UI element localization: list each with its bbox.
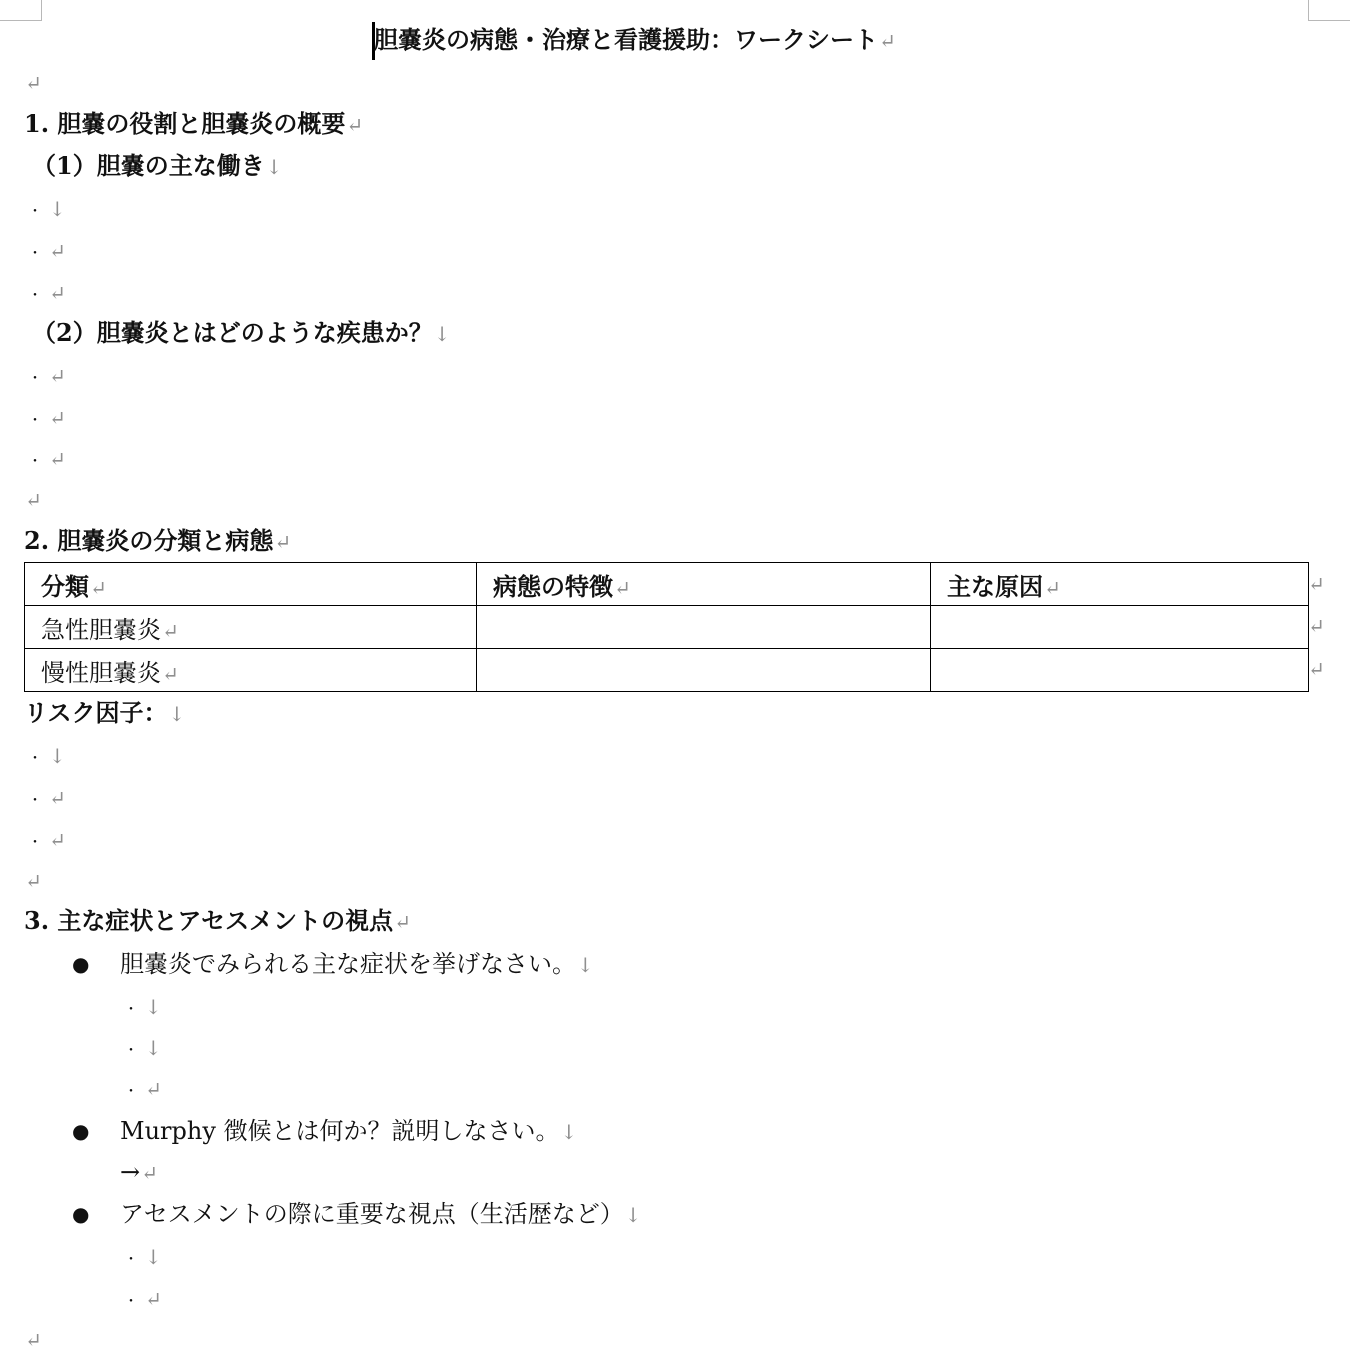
document-title-line[interactable] <box>374 19 896 61</box>
bullet-icon: ● <box>72 1119 90 1143</box>
answer-line[interactable]: ・ ↓ <box>28 744 66 768</box>
document-title: 胆嚢炎の病態・治療と看護援助：ワークシート <box>374 25 878 54</box>
row-end-mark: ↵ <box>1308 657 1325 681</box>
answer-line[interactable]: ・ ↵ <box>28 786 66 810</box>
answer-line[interactable]: ・ ↵ <box>28 406 66 430</box>
row-end-mark: ↵ <box>1308 572 1325 596</box>
row-end-mark: ↵ <box>1308 614 1325 638</box>
risk-factor-label[interactable]: リスク因子：↓ <box>24 698 186 727</box>
crop-mark-left <box>0 0 42 21</box>
answer-line[interactable]: ・ ↵ <box>28 364 66 388</box>
classification-table <box>24 562 1309 692</box>
answer-line[interactable]: ・ ↵ <box>28 828 66 852</box>
empty-paragraph[interactable]: ↵ <box>25 71 42 95</box>
section-1-sub-2[interactable]: （2）胆嚢炎とはどのような疾患か？↓ <box>32 318 451 347</box>
bullet-icon: ● <box>72 952 90 976</box>
bullet-icon: ● <box>72 1202 90 1226</box>
table-header-cell[interactable]: 主な原因↵ <box>931 563 1309 606</box>
table-header-cell[interactable]: 分類↵ <box>25 563 477 606</box>
table-cell[interactable] <box>477 649 931 692</box>
table-cell[interactable]: 慢性胆嚢炎↵ <box>25 649 477 692</box>
answer-line[interactable]: ・ ↵ <box>28 447 66 471</box>
answer-line[interactable]: ・ ↵ <box>28 239 66 263</box>
table-cell[interactable] <box>931 606 1309 649</box>
table-cell[interactable]: 急性胆嚢炎↵ <box>25 606 477 649</box>
table-header-cell[interactable]: 病態の特徴↵ <box>477 563 931 606</box>
table-cell[interactable] <box>931 649 1309 692</box>
arrow-icon: → <box>120 1158 141 1186</box>
question-2[interactable]: ● Murphy 徴候とは何か？説明しなさい。↓ <box>0 1110 1350 1152</box>
section-3-heading[interactable]: 3. 主な症状とアセスメントの視点↵ <box>24 906 411 935</box>
section-1-sub-1[interactable]: （1）胆嚢の主な働き↓ <box>32 151 283 180</box>
question-3[interactable]: ● アセスメントの際に重要な視点（生活歴など）↓ <box>0 1193 1350 1235</box>
answer-line[interactable]: ・ ↵ <box>28 281 66 305</box>
table-header-row <box>25 563 1309 606</box>
table-row <box>25 606 1309 649</box>
paragraph-mark: ↵ <box>879 29 896 53</box>
empty-paragraph[interactable]: ↵ <box>25 488 42 512</box>
crop-mark-right <box>1308 0 1350 21</box>
answer-line[interactable]: ・ ↓ <box>124 1036 162 1060</box>
table-cell[interactable] <box>477 606 931 649</box>
section-2-heading[interactable]: 2. 胆嚢炎の分類と病態↵ <box>24 526 292 555</box>
answer-line[interactable]: ・ ↵ <box>124 1077 162 1101</box>
table-row <box>25 649 1309 692</box>
answer-line[interactable]: ・ ↵ <box>124 1287 162 1311</box>
empty-paragraph[interactable]: ↵ <box>25 1328 42 1352</box>
answer-arrow-line[interactable]: →↵ <box>120 1158 158 1186</box>
question-1[interactable]: ● 胆嚢炎でみられる主な症状を挙げなさい。↓ <box>0 943 1350 985</box>
section-1-heading[interactable]: 1. 胆嚢の役割と胆嚢炎の概要↵ <box>24 109 364 138</box>
answer-line[interactable]: ・ ↓ <box>28 197 66 221</box>
empty-paragraph[interactable]: ↵ <box>25 869 42 893</box>
answer-line[interactable]: ・ ↓ <box>124 995 162 1019</box>
answer-line[interactable]: ・ ↓ <box>124 1245 162 1269</box>
